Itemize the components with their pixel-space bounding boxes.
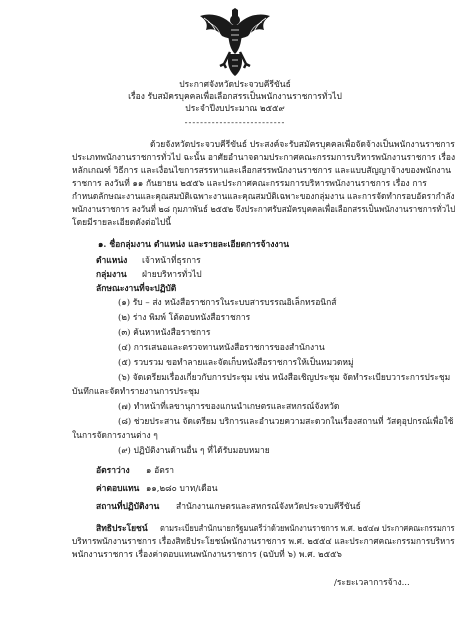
duty-item: (๗) ทำหน้าที่เลขานุการของแกนนำเกษตรและสหกรณ์จังหวัด <box>118 402 340 412</box>
benefits-label: สิทธิประโยชน์ <box>96 524 148 534</box>
position-label: ตำแหน่ง <box>96 256 128 266</box>
duty-item: (๔) การเสนอและตรวจทานหนังสือราชการของสำนักงาน <box>118 343 325 353</box>
workplace-value: สำนักงานเกษตรและสหกรณ์จังหวัดประจวบคีรีขันธ์ <box>176 502 361 512</box>
intro-line: ประเภทพนักงานราชการทั่วไป ฉะนั้น อาศัยอำนาจตามประกาศคณะกรรมการบริหารพนักงานราชการ เรื่อง <box>72 153 456 163</box>
intro-line: หลักเกณฑ์ วิธีการ และเงื่อนไขการสรรหาและเลือกสรรพนักงานราชการ และแบบสัญญาจ้างของพนักงาน <box>72 166 452 176</box>
duty-item: (๖) จัดเตรียมเรื่องเกี่ยวกับการประชุม เช่น หนังสือเชิญประชุม จัดทำระเบียบวาระการประชุม <box>118 373 451 383</box>
benefits-line: พนักงานราชการ เรื่องค่าตอบแทนพนักงานราชการ (ฉบับที่ ๖) พ.ศ. ๒๕๕๖ <box>72 550 342 560</box>
group-label: กลุ่มงาน <box>96 270 127 280</box>
intro-line: ราชการ ลงวันที่ ๑๑ กันยายน ๒๕๕๖ และประกาศคณะกรรมการบริหารพนักงานราชการ เรื่อง การ <box>72 179 427 189</box>
duty-item: (๙) ปฏิบัติงานด้านอื่น ๆ ที่ได้รับมอบหมาย <box>118 446 270 456</box>
duty-item: (๕) รวบรวม ขอทำลายและจัดเก็บหนังสือราชการให้เป็นหมวดหมู่ <box>118 358 354 368</box>
group-value: ฝ่ายบริหารทั่วไป <box>142 270 202 280</box>
intro-line: พนักงานราชการ ลงวันที่ ๒๘ กุมภาพันธ์ ๒๕๕๒ จึงประกาศรับสมัครบุคคลเพื่อเลือกสรรเป็นพนักงานราชการทั่วไป <box>72 205 456 215</box>
intro-line: โดยมีรายละเอียดดังต่อไปนี้ <box>72 218 172 228</box>
rate-label: อัตราว่าง <box>96 466 130 476</box>
duty-item: (๘) ช่วยประสาน จัดเตรียม บริการและอำนวยความสะดวกในเรื่องสถานที่ วัสดุอุปกรณ์เพื่อใช้ <box>118 417 454 427</box>
duty-item: (๒) ร่าง พิมพ์ โต้ตอบหนังสือราชการ <box>118 313 251 323</box>
announcement-subject: เรื่อง รับสมัครบุคคลเพื่อเลือกสรรเป็นพนักงานราชการทั่วไป <box>128 92 342 102</box>
section-heading: ๑. ชื่อกลุ่มงาน ตำแหน่ง และรายละเอียดการจ้างงาน <box>98 240 290 250</box>
position-value: เจ้าหน้าที่ธุรการ <box>142 256 201 266</box>
duty-item-continued: ในการจัดการงานต่าง ๆ <box>72 431 158 441</box>
salary-label: ค่าตอบแทน <box>96 484 140 494</box>
duty-item-continued: บันทึกและจัดทำรายงานการประชุม <box>72 387 200 397</box>
duty-item: (๑) รับ – ส่ง หนังสือราชการในระบบสารบรรณอิเล็กทรอนิกส์ <box>118 298 337 308</box>
announcement-title: ประกาศจังหวัดประจวบคีรีขันธ์ <box>179 80 291 90</box>
workplace-label: สถานที่ปฏิบัติงาน <box>96 502 160 512</box>
benefits-line: ตามระเบียบสำนักนายกรัฐมนตรีว่าด้วยพนักงานราชการ พ.ศ. ๒๕๔๗ ประกาศคณะกรรมการ <box>160 524 455 534</box>
announcement-fiscal-year: ประจำปีงบประมาณ ๒๕๕๙ <box>185 104 285 114</box>
duty-item: (๓) ค้นหาหนังสือราชการ <box>118 328 211 338</box>
intro-line: ด้วยจังหวัดประจวบคีรีขันธ์ ประสงค์จะรับสมัครบุคคลเพื่อจัดจ้างเป็นพนักงานราชการ <box>150 140 455 150</box>
rate-value: ๑ อัตรา <box>146 466 175 476</box>
duties-heading: ลักษณะงานที่จะปฏิบัติ <box>96 284 177 294</box>
continued-marker: /ระยะเวลาการจ้าง... <box>334 578 410 588</box>
benefits-line: บริหารพนักงานราชการ เรื่องสิทธิประโยชน์พนักงานราชการ พ.ศ. ๒๕๕๔ และประกาศคณะกรรมการบริหาร <box>72 537 455 547</box>
divider: -------------------------- <box>184 118 286 128</box>
salary-value: ๑๑,๒๘๐ บาท/เดือน <box>146 484 218 494</box>
intro-line: กำหนดลักษณะงานและคุณสมบัติเฉพาะงานและคุณสมบัติเฉพาะของกลุ่มงาน และการจัดทำกรอบอัตรากำลัง <box>72 192 455 202</box>
garuda-emblem <box>196 8 274 78</box>
